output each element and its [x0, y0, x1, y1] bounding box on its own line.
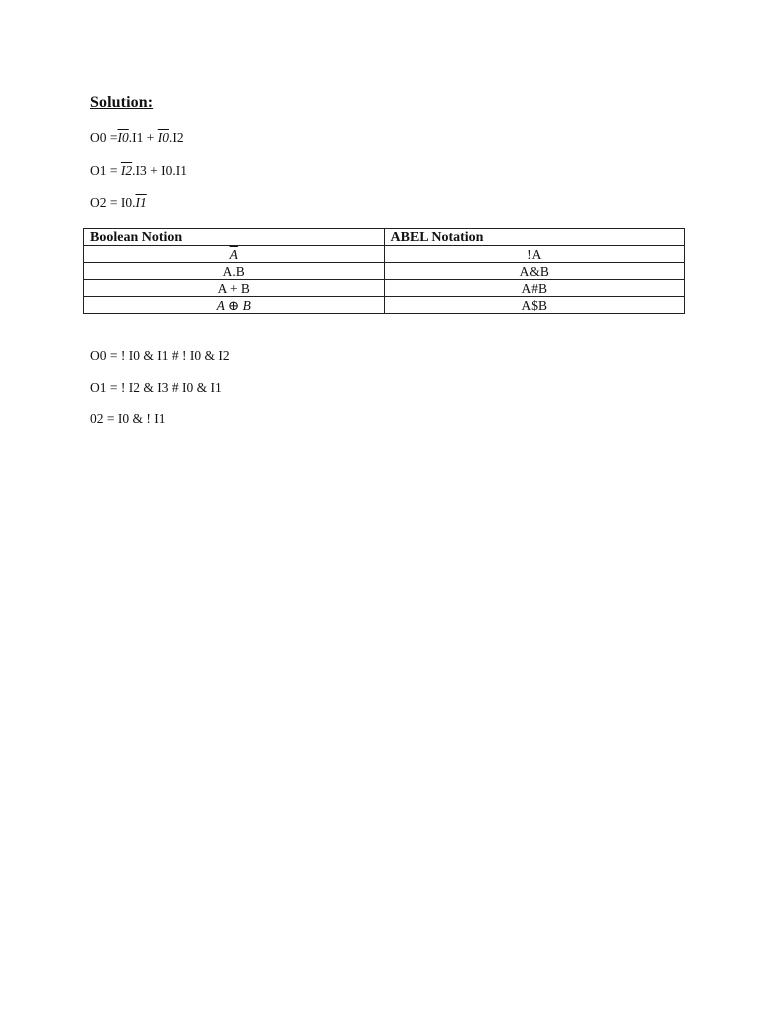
table-row [84, 297, 685, 314]
equation-o2-term-1-negated: I1 [135, 195, 147, 210]
equation-o1-term-1-negated: I2 [120, 163, 133, 178]
equation-o2 [90, 195, 147, 211]
abel-cell: !A [384, 246, 685, 263]
equation-o0-lhs: O0 = [90, 130, 118, 145]
equation-o0-term-3-negated: I0 [157, 130, 169, 145]
equation-o2-lhs: O2 = I0. [90, 195, 136, 210]
equation-o0 [90, 130, 184, 146]
boolean-cell: A + B [84, 280, 385, 297]
table-row [84, 263, 685, 280]
boolean-xor: A ⊕ B [216, 297, 251, 313]
abel-cell: A&B [384, 263, 685, 280]
boolean-not-a: $\overline{A}$ [229, 246, 238, 262]
boolean-cell [84, 297, 385, 314]
equation-o1-term-2: .I3 + I0.I1 [132, 163, 187, 178]
abel-equation-o0: O0 = ! I0 & I1 # ! I0 & I2 [90, 348, 230, 363]
solution-heading: Solution: [90, 94, 154, 111]
abel-cell: A#B [384, 280, 685, 297]
table-row [84, 246, 685, 263]
table-header-row [84, 229, 685, 246]
equation-o1 [90, 163, 187, 179]
notation-table [83, 228, 685, 314]
equation-o0-term-1-negated: I0 [117, 130, 129, 145]
boolean-cell: A.B [84, 263, 385, 280]
equation-o1-lhs: O1 = [90, 163, 121, 178]
equation-o0-term-4: .I2 [168, 130, 184, 145]
boolean-cell [84, 246, 385, 263]
table-row [84, 280, 685, 297]
abel-equation-o1: O1 = ! I2 & I3 # I0 & I1 [90, 380, 222, 395]
abel-cell: A$B [384, 297, 685, 314]
column-header-abel: ABEL Notation [384, 229, 685, 246]
column-header-boolean: Boolean Notion [84, 229, 385, 246]
abel-equation-o2: 02 = I0 & ! I1 [90, 411, 166, 426]
equation-o0-term-2: .I1 + [128, 130, 158, 145]
